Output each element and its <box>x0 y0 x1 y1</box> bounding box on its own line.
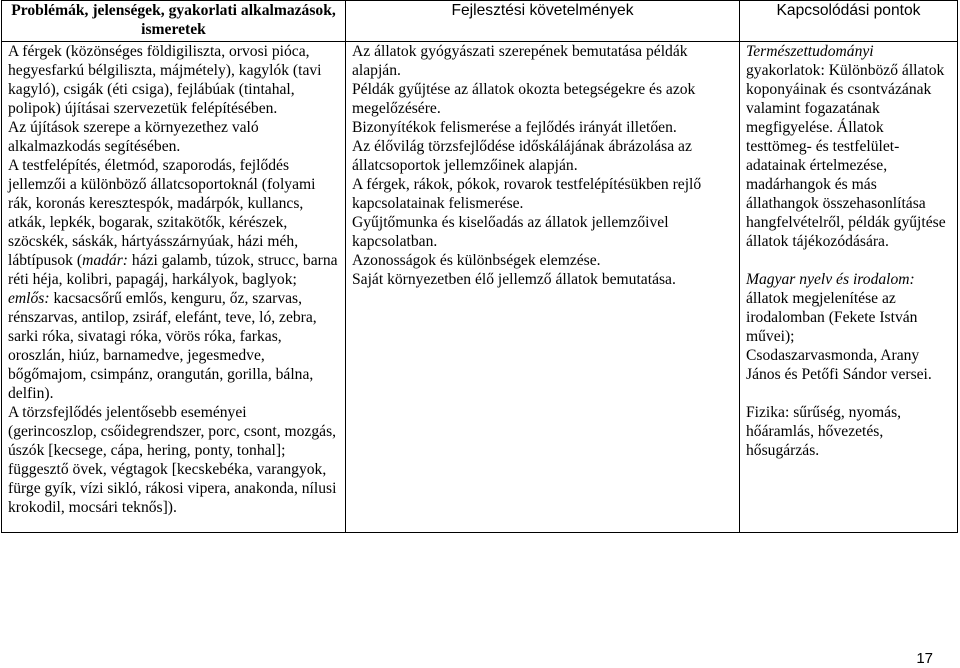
physics-text: Fizika: sűrűség, nyomás, hőáramlás, hővezetés, hősugárzás. <box>746 404 902 459</box>
problems-paragraph: Az újítások szerepe a környezethez való alkalmazkodás segítésében. <box>8 119 259 155</box>
emlos-label: emlős: <box>8 290 50 307</box>
page-number: 17 <box>916 650 933 667</box>
problems-cell <box>2 42 346 533</box>
curriculum-table <box>1 0 958 533</box>
science-text: gyakorlatok: Különböző állatok koponyáinak és csontvázának valamint fogazatának megfigyelése. Állatok testtömeg- és testfelület-adatainak értelmezése, madárhangok és más állathangok összehasonlítása hangfelvételről, példák gyűjtése állatok tájékozódására. <box>746 62 946 250</box>
literature-title: Magyar nyelv és irodalom: <box>746 271 915 288</box>
requirement-item: A férgek, rákok, pókok, rovarok testfelépítésükben rejlő kapcsolatainak felismerése. <box>352 176 702 212</box>
content-row <box>2 42 958 533</box>
requirement-item: Az állatok gyógyászati szerepének bemutatása példák alapján. <box>352 43 688 79</box>
header-row <box>2 1 958 42</box>
header-connections: Kapcsolódási pontok <box>740 1 958 42</box>
problems-paragraph: A törzsfejlődés jelentősebb eseményei (gerincoszlop, csőidegrendszer, porc, csont, mozgás, úszók [kecsege, cápa, hering, ponty, tonhal]; függesztő övek, végtagok [kecskebéka, varangyok, fürge gyík, vízi sikló, rákosi vipera, anakonda, nílusi krokodil, mocsári teknős]). <box>8 404 337 516</box>
science-title: Természettudományi <box>746 43 874 60</box>
requirement-item: Azonosságok és különbségek elemzése. <box>352 252 601 269</box>
problems-paragraph: A férgek (közönséges földigiliszta, orvosi pióca, hegyesfarkú bélgiliszta, májmétely), kagylók (tavi kagyló), csigák (éti csiga), fejlábúak (tintahal, polipok) újításai szervezetük felépítésében. <box>8 43 322 117</box>
requirement-item: Saját környezetben élő jellemző állatok bemutatása. <box>352 271 676 288</box>
problems-paragraph: A testfelépítés, életmód, szaporodás, fejlődés jellemzői a különböző állatcsoportoknál (folyami rák, koronás keresztespók, madárpók, kullancs, atkák, lepkék, bogarak, szitakötők, kérészek, szöcskék, sáskák, hártyásszárnyúak, házi méh, lábtípusok (madár: házi galamb, túzok, strucc, barna réti héja, kolibri, papagáj, harkályok, baglyok; emlős: kacsacsőrű emlős, kenguru, őz, szarvas, rénszarvas, antilop, zsiráf, elefánt, teve, ló, zebra, sarki róka, sivatagi róka, vörös róka, farkas, oroszlán, hiúz, barnamedve, jegesmedve, bőgőmajom, csimpánz, orangután, gorilla, bálna, delfin). <box>8 157 338 402</box>
madar-label: madár: <box>82 252 128 269</box>
requirement-item: Bizonyítékok felismerése a fejlődés irányát illetően. <box>352 119 677 136</box>
header-problems: Problémák, jelenségek, gyakorlati alkalmazások, ismeretek <box>2 1 346 42</box>
literature-text: állatok megjelenítése az irodalomban (Fekete István művei); <box>746 290 918 345</box>
header-requirements: Fejlesztési követelmények <box>346 1 740 42</box>
requirement-item: Az élővilág törzsfejlődése időskálájának ábrázolása az állatcsoportok jellemzőinek alapján. <box>352 138 692 174</box>
requirement-item: Példák gyűjtése az állatok okozta betegségekre és azok megelőzésére. <box>352 81 696 117</box>
literature-text: Csodaszarvasmonda, Arany János és Petőfi Sándor versei. <box>746 347 932 383</box>
requirements-cell <box>346 42 740 533</box>
requirement-item: Gyűjtőmunka és kiselőadás az állatok jellemzőivel kapcsolatban. <box>352 214 669 250</box>
connections-cell <box>740 42 958 533</box>
